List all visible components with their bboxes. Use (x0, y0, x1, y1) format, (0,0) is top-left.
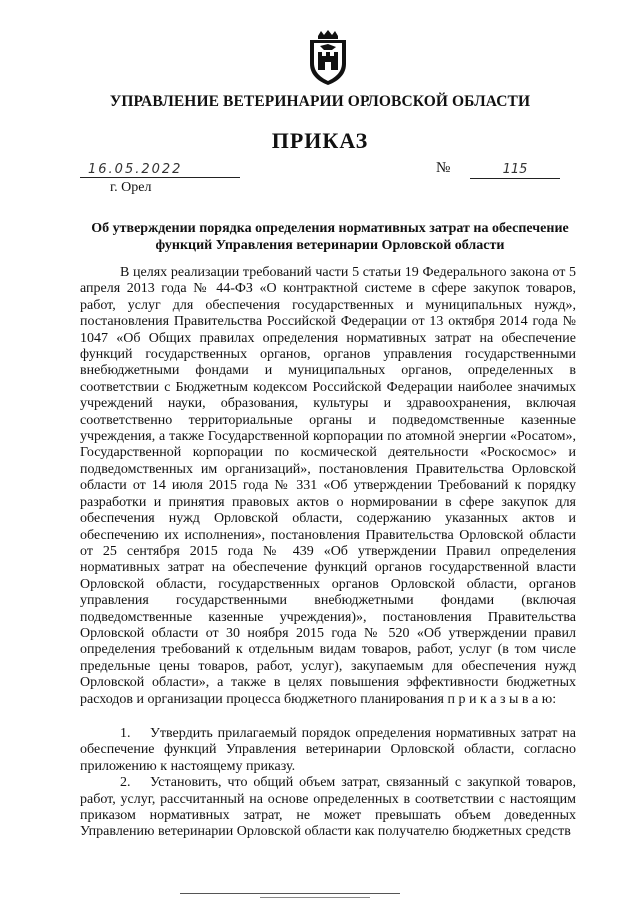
scan-mark (180, 893, 400, 895)
scan-mark (260, 897, 370, 899)
item-1-number: 1. (120, 725, 131, 741)
item-2-text: Установить, что общий объем затрат, связанный с закупкой товаров, работ, услуг, рассчитанный на основе определенных в соответствии с настоящим приказом нормативных затрат, не может превышать объем доведенных Управлению ветеринарии Орловской области как получателю бюджетных средств (80, 775, 576, 840)
subject (80, 220, 580, 254)
organization-name: УПРАВЛЕНИЕ ВЕТЕРИНАРИИ ОРЛОВСКОЙ ОБЛАСТИ (109, 93, 531, 110)
item-1-text: Утвердить прилагаемый порядок определения нормативных затрат на обеспечение функций Управления ветеринарии Орловской области, согласно приложению к настоящему приказу. (80, 725, 576, 774)
item-1 (80, 726, 576, 775)
preamble-paragraph: В целях реализации требований части 5 статьи 19 Федерального закона от 5 апреля 2013 года № 44-ФЗ «О контрактной системе в сфере закупок товаров, работ, услуг для обеспечения государственных и муниципальных нужд», постановления Правительства Российской Федерации от 13 октября 2014 года № 1047 «Об Общих правилах определения нормативных затрат на обеспечение функций государственных органов, органов управления государственными внебюджетными фондами и муниципальных органов, определенных в соответствии с Бюджетным кодексом Российской Федерации наиболее значимых учреждений науки, образования, культуры и здравоохранения, включая соответственно территориальные органы и подведомственные казенные учреждения, а также Государственной корпорации по атомной энергии «Росатом», Государственной корпорации по космической деятельности «Роскосмос» и подведомственных им организаций», постановления Правительства Орловской области от 14 июля 2015 года № 331 «Об утверждении Требований к порядку разработки и принятия правовых актов о нормировании в сфере закупок для обеспечения нужд Орловской области, содержанию указанных актов и обеспечению их исполнения», постановления Правительства Орловской области от 25 сентября 2015 года № 439 «Об утверждении Правил определения нормативных затрат на обеспечение функций органов государственной власти Орловской области, государственных органов Орловской области, органов управления государственными внебюджетными фондами (включая подведомственные казенные учреждения)», постановления Правительства Орловской области от 30 ноября 2015 года № 520 «Об утверждении правил определения требований к отдельным видам товаров, работ, услуг (в том числе предельные цены товаров, работ, услуг), закупаемым для обеспечения нужд Орловской области», а также в целях повышения эффективности бюджетных расходов и организации процесса бюджетного планирования п р и к а з ы в а ю: (80, 265, 576, 707)
number-label: № (436, 160, 451, 176)
subject-line-1: Об утверждении порядка определения нормативных затрат на обеспечение (91, 221, 569, 236)
body-text (80, 265, 576, 841)
number-handwritten: 115 (470, 162, 560, 179)
document-type: ПРИКАЗ (271, 128, 369, 153)
item-2 (80, 775, 576, 841)
item-2-number: 2. (120, 775, 131, 791)
city: г. Орел (110, 180, 152, 195)
coat-of-arms-icon (306, 30, 350, 86)
subject-line-2: функций Управления ветеринарии Орловской области (155, 238, 505, 253)
date-handwritten: 16.05.2022 (80, 162, 240, 178)
